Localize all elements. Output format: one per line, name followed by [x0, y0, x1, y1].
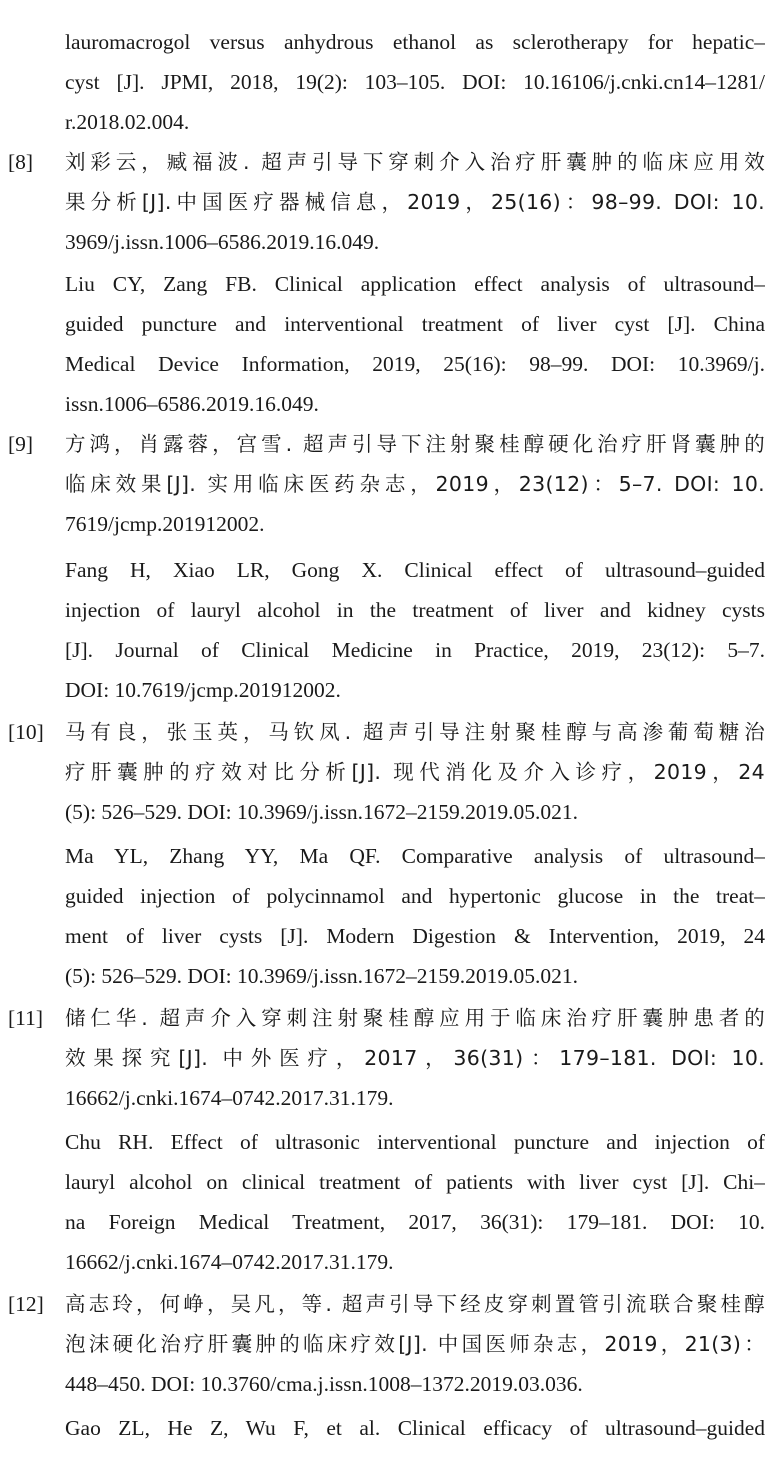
reference-line: 448–450. DOI: 10.3760/cma.j.issn.1008–1372.2019.03.036. — [65, 1372, 583, 1396]
reference-line: 16662/j.cnki.1674–0742.2017.31.179. — [65, 1086, 394, 1110]
reference-line: Medical Device Information, 2019, 25(16): 98–99. DOI: 10.3969/j. — [65, 352, 765, 376]
reference-line: 临床效果[J]. 实用临床医药杂志，2019，23(12)：5–7. DOI: 10. — [65, 472, 765, 496]
reference-line: lauryl alcohol on clinical treatment of patients with liver cyst [J]. Chi– — [65, 1170, 765, 1194]
reference-line: ment of liver cysts [J]. Modern Digestion & Intervention, 2019, 24 — [65, 924, 765, 948]
reference-line: (5): 526–529. DOI: 10.3969/j.issn.1672–2159.2019.05.021. — [65, 800, 579, 824]
reference-line: 泡沫硬化治疗肝囊肿的临床疗效[J]. 中国医师杂志，2019，21(3)： — [65, 1332, 765, 1356]
continuation-line: lauromacrogol versus anhydrous ethanol as sclerotherapy for hepatic– — [65, 30, 765, 54]
reference-line: 3969/j.issn.1006–6586.2019.16.049. — [65, 230, 380, 254]
reference-line: 刘彩云，臧福波. 超声引导下穿刺介入治疗肝囊肿的临床应用效 — [65, 150, 765, 174]
continuation-line: r.2018.02.004. — [65, 110, 190, 134]
reference-line: 效果探究[J]. 中外医疗，2017，36(31)：179–181. DOI: 10. — [65, 1046, 765, 1070]
reference-line: issn.1006–6586.2019.16.049. — [65, 392, 319, 416]
reference-line: injection of lauryl alcohol in the treatment of liver and kidney cysts — [65, 598, 765, 622]
reference-line: Liu CY, Zang FB. Clinical application effect analysis of ultrasound– — [65, 272, 765, 296]
reference-line: 疗肝囊肿的疗效对比分析[J]. 现代消化及介入诊疗，2019，24 — [65, 760, 765, 784]
reference-line: guided puncture and interventional treatment of liver cyst [J]. China — [65, 312, 765, 336]
reference-number: [8] — [8, 150, 34, 174]
reference-line: DOI: 10.7619/jcmp.201912002. — [65, 678, 341, 702]
reference-line: 储仁华. 超声介入穿刺注射聚桂醇应用于临床治疗肝囊肿患者的 — [65, 1006, 765, 1030]
reference-line: 16662/j.cnki.1674–0742.2017.31.179. — [65, 1250, 394, 1274]
reference-line: Chu RH. Effect of ultrasonic interventional puncture and injection of — [65, 1130, 765, 1154]
reference-number: [10] — [8, 720, 44, 744]
reference-line: 方鸿，肖露蓉，宫雪. 超声引导下注射聚桂醇硬化治疗肝肾囊肿的 — [65, 432, 765, 456]
reference-number: [11] — [8, 1006, 44, 1030]
reference-line: 马有良，张玉英，马钦凤. 超声引导注射聚桂醇与高渗葡萄糖治 — [65, 720, 765, 744]
reference-line: (5): 526–529. DOI: 10.3969/j.issn.1672–2159.2019.05.021. — [65, 964, 579, 988]
reference-line: Ma YL, Zhang YY, Ma QF. Comparative analysis of ultrasound– — [65, 844, 765, 868]
reference-line: Gao ZL, He Z, Wu F, et al. Clinical efficacy of ultrasound–guided — [65, 1416, 765, 1440]
reference-number: [9] — [8, 432, 34, 456]
reference-number: [12] — [8, 1292, 44, 1316]
reference-line: 7619/jcmp.201912002. — [65, 512, 265, 536]
continuation-line: cyst [J]. JPMI, 2018, 19(2): 103–105. DOI: 10.16106/j.cnki.cn14–1281/ — [65, 70, 765, 94]
reference-line: na Foreign Medical Treatment, 2017, 36(31): 179–181. DOI: 10. — [65, 1210, 765, 1234]
reference-line: 高志玲，何峥，吴凡，等. 超声引导下经皮穿刺置管引流联合聚桂醇 — [65, 1292, 765, 1316]
reference-line: guided injection of polycinnamol and hypertonic glucose in the treat– — [65, 884, 765, 908]
reference-line: 果分析[J].中国医疗器械信息，2019，25(16)：98–99. DOI: 10. — [65, 190, 765, 214]
reference-line: Fang H, Xiao LR, Gong X. Clinical effect of ultrasound–guided — [65, 558, 765, 582]
reference-line: [J]. Journal of Clinical Medicine in Practice, 2019, 23(12): 5–7. — [65, 638, 765, 662]
